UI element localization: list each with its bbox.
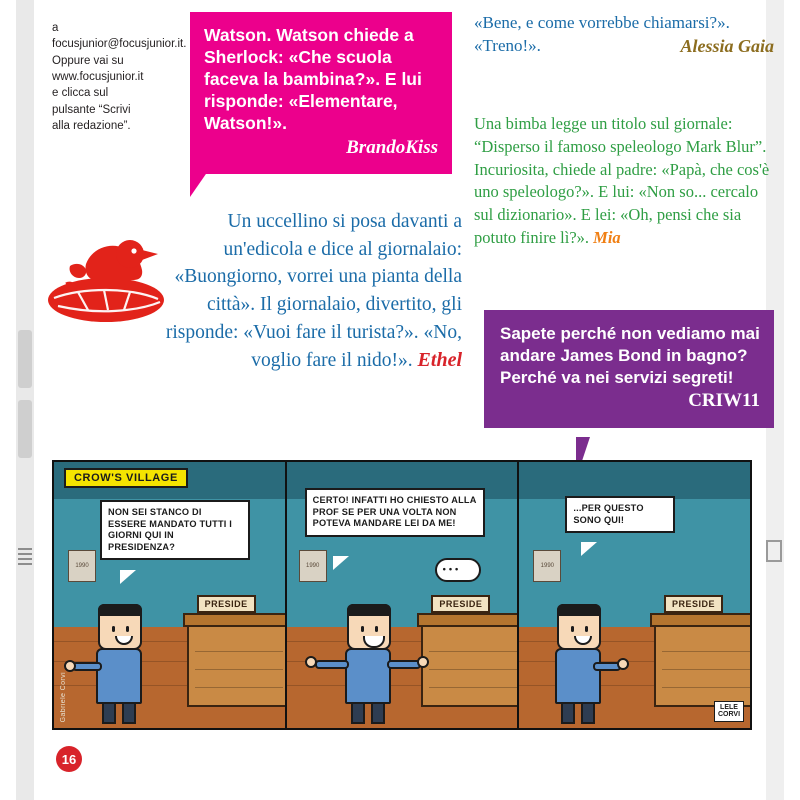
panel-poster: 1990 (299, 550, 327, 582)
blue-top-joke (474, 12, 774, 59)
page-number: 16 (56, 746, 82, 772)
pink-balloon-tail (190, 171, 208, 197)
panel-2-desk-plate: PRESIDE (431, 595, 490, 613)
green-joke-signature: Mia (593, 227, 621, 247)
panel-poster: 1990 (68, 550, 96, 582)
purple-joke-signature: CRIW11 (688, 390, 760, 412)
panel-2-bubble-tail (333, 556, 349, 570)
comic-artist-signature: Gabriele Corvi (60, 671, 67, 722)
purple-joke-text: Sapete perché non vediamo mai andare James Bond in bagno? Perché va nei servizi segreti! (500, 324, 760, 388)
artist-stamp-line-1: LELE (720, 703, 738, 711)
bookmark-icon[interactable] (766, 540, 782, 562)
device-volume-up-button[interactable] (18, 330, 32, 388)
menu-icon[interactable] (18, 548, 32, 564)
panel-2-desk (421, 598, 519, 707)
panel-1-speech-bubble: NON SEI STANCO DI ESSERE MANDATO TUTTI I GIORNI QUI IN PRESIDENZA? (100, 500, 250, 560)
blue-top-signature: Alessia Gaia (680, 36, 774, 57)
blue-top-text: «Bene, e come vorrebbe chiamarsi?». «Treno!». (474, 13, 730, 55)
blue-bird-joke-signature: Ethel (417, 349, 462, 372)
panel-1-character (90, 604, 150, 722)
purple-joke-balloon (484, 310, 774, 428)
comic-strip (52, 460, 752, 730)
device-volume-down-button[interactable] (18, 400, 32, 458)
panel-poster: 1990 (533, 550, 561, 582)
panel-3-character (549, 604, 629, 722)
panel-wall-top (519, 462, 750, 499)
panel-2-speech-bubble: CERTO! INFATTI HO CHIESTO ALLA PROF SE PER UNA VOLTA NON POTEVA MANDARE LEI DA ME! (305, 488, 485, 537)
comic-panel-3 (519, 462, 750, 728)
panel-1-desk-plate: PRESIDE (197, 595, 256, 613)
panel-3-speech-bubble: ...PER QUESTO SONO QUI! (565, 496, 675, 533)
comic-panel-2 (287, 462, 520, 728)
bird-nest-logo (44, 214, 164, 324)
comic-title-banner: CROW'S VILLAGE (64, 468, 188, 488)
panel-3-bubble-tail (581, 542, 597, 556)
panel-1-desk (187, 598, 287, 707)
pink-joke-text: Watson. Watson chiede a Sherlock: «Che scuola faceva la bambina?». E lui risponde: «Elementare, Watson!». (204, 25, 422, 134)
pink-joke-balloon (190, 12, 452, 174)
panel-3-desk (654, 598, 750, 707)
comic-panel-1 (54, 462, 287, 728)
panel-3-desk-plate: PRESIDE (664, 595, 723, 613)
margin-note: a focusjunior@focusjunior.it. Oppure vai su www.focusjunior.it e clicca sul pulsante “Scrivi alla redazione”. (52, 22, 187, 132)
green-joke (474, 113, 776, 250)
pink-joke-signature: BrandoKiss (346, 137, 438, 159)
artist-stamp (714, 701, 744, 722)
panel-2-character (321, 604, 431, 722)
blue-bird-joke (150, 208, 462, 375)
blue-bird-joke-text: Un uccellino si posa davanti a un'edicola e dice al giornalaio: «Buongiorno, vorrei una pianta della città». Il giornalaio, divertito, gli risponde: «Vuoi fare il turista?». «No, voglio fare il nido!». (165, 211, 462, 372)
green-joke-text: Una bimba legge un titolo sul giornale: “Disperso il famoso speleologo Mark Blur”. Incuriosita, chiede al padre: «Papà, che cos'è uno speleologo?». E lui: «Non so... cercalo sul dizionario». E lei: «Oh, pensi che sia potuto finire lì?». (474, 114, 770, 247)
artist-stamp-line-2: CORVI (717, 711, 741, 719)
panel-2-thought-bubble: • • • (435, 558, 481, 582)
panel-1-bubble-tail (120, 570, 136, 584)
